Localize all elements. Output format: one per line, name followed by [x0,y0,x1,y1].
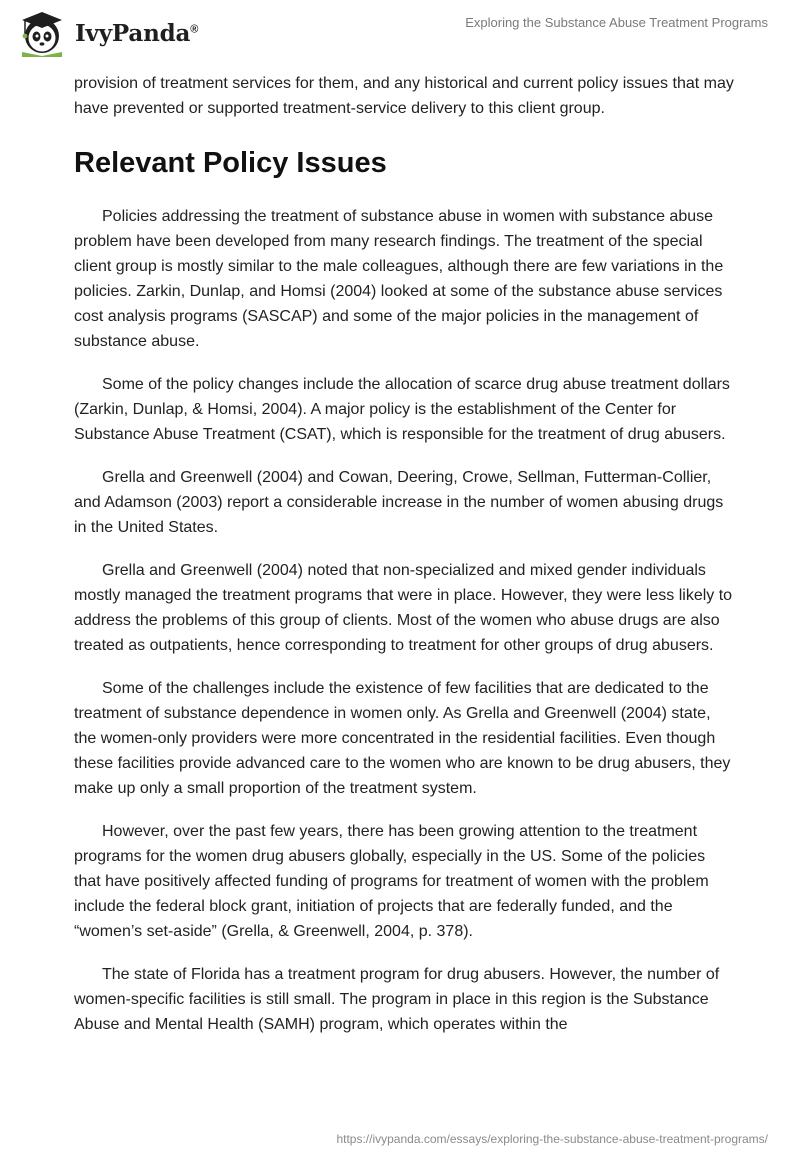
panda-graduate-icon [17,8,67,58]
brand-name: IvyPanda® [75,19,199,47]
section-heading: Relevant Policy Issues [74,147,387,179]
paragraph-7: The state of Florida has a treatment program for drug abusers. However, the number of women-specific facilities is still small. The program in place in this region is the Substance Abuse and Mental Health (SAMH) program, which operates within the [74,966,720,1033]
paragraph-6: However, over the past few years, there has been growing attention to the treatment programs for the women drug abusers globally, especially in the US. Some of the policies that have positively affected funding of programs for treatment of women with the problem include the federal block grant, initiation of projects that are federally funded, and the “women’s set-aside” (Grella, & Greenwell, 2004, p. 378). [74,823,709,940]
brand-logo[interactable] [17,6,198,60]
article-body [74,71,734,1055]
source-url[interactable]: https://ivypanda.com/essays/exploring-the-substance-abuse-treatment-programs/ [336,1132,768,1146]
intro-paragraph: provision of treatment services for them, and any historical and current policy issues that may have prevented or supported treatment-service delivery to this client group. [74,75,734,117]
paragraph-4: Grella and Greenwell (2004) noted that non-specialized and mixed gender individuals mostly managed the treatment programs that were in place. However, they were less likely to address the problems of this group of clients. Most of the women who abuse drugs are also treated as outpatients, hence corresponding to treatment for other groups of drug abusers. [74,562,733,654]
paragraph-3: Grella and Greenwell (2004) and Cowan, Deering, Crowe, Sellman, Futterman-Collier, and Adamson (2003) report a considerable increase in the number of women abusing drugs in the United States. [74,469,724,536]
paragraph-2: Some of the policy changes include the allocation of scarce drug abuse treatment dollars (Zarkin, Dunlap, & Homsi, 2004). A major policy is the establishment of the Center for Substance Abuse Treatment (CSAT), which is responsible for the treatment of drug abusers. [74,376,730,443]
paragraph-1: Policies addressing the treatment of substance abuse in women with substance abuse problem have been developed from many research findings. The treatment of the special client group is mostly similar to the male colleagues, although there are few variations in the policies. Zarkin, Dunlap, and Homsi (2004) looked at some of the substance abuse services cost analysis programs (SASCAP) and some of the major policies in the management of substance abuse. [74,208,724,350]
paragraph-5: Some of the challenges include the existence of few facilities that are dedicated to the treatment of substance dependence in women only. As Grella and Greenwell (2004) state, the women-only providers were more concentrated in the residential facilities. Even though these facilities provide advanced care to the women who are known to be drug abusers, they make up only a small proportion of the treatment system. [74,680,731,797]
page-header [0,0,800,70]
document-title: Exploring the Substance Abuse Treatment Programs [465,15,768,30]
registered-mark: ® [190,22,199,35]
